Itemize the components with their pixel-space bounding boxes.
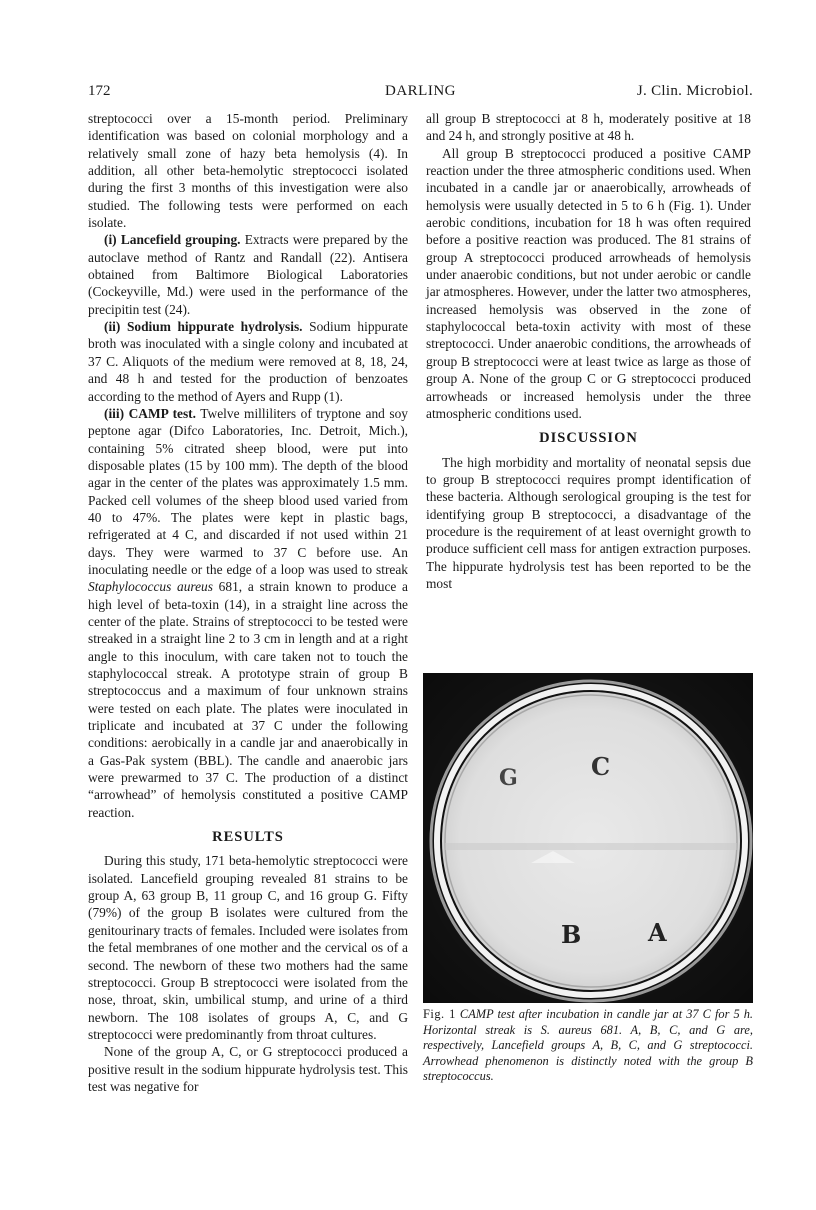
- photo-vignette: [423, 673, 753, 1003]
- label-g: G: [499, 765, 518, 791]
- page-number: 172: [88, 83, 111, 99]
- caption-text: CAMP test after incubation in candle jar at 37 C for 5 h. Horizontal streak is S. aureus 681. A, B, C, and G are, respectively, Lancefield groups A, B, C, and G streptococci. Arrowhead phenomenon is distinctly noted with the group B streptococcus.: [423, 1007, 753, 1084]
- running-author: DARLING: [385, 83, 456, 99]
- hippurate-text: Sodium hippurate broth was inoculated with a single colony and incubated at 37 C. Aliquots of the medium were removed at 8, 18, 24, and 48 h and tested for the production of benzoates according to the method of Ayers and Rupp (1).: [88, 319, 408, 404]
- camp-text-a: Twelve milliliters of tryptone and soy peptone agar (Difco Laboratories, Inc. Detroit, Mich.), containing 5% citrated sheep blood, were put into disposable plates (15 by 100 mm). The depth of the blood agar in the center of the plates was approximately 1.5 mm. Packed cell volumes of the sheep blood used varied from 40 to 47%. The plates were kept in plastic bags, refrigerated at 4 C, and discarded if not used within 21 days. They were warmed to 37 C before use. An inoculating needle or the edge of a loop was used to streak: [88, 405, 408, 577]
- figure-1-photo: [423, 673, 753, 1003]
- results-paragraph-3: All group B streptococci produced a positive CAMP reaction under the three atmospheric conditions used. When incubated in a candle jar or anaerobically, arrowheads of hemolysis were usually detected in 5 to 6 h (Fig. 1). Under aerobic conditions, incubation for 18 h was often required before a positive reaction was produced. The 81 strains of group A streptococci produced arrowheads of hemolysis under anaerobic conditions, but not under aerobic or candle jar atmospheres. However, under the latter two atmospheres, increased hemolysis was observed in the zone of staphylococcal beta-toxin activity with most of these streptococci. Under anaerobic conditions, the arrowheads of group B streptococci were at least twice as large as those of group A. None of the group C or G streptococci produced arrowheads or increased hemolysis under the three atmospheric conditions used.: [426, 145, 751, 421]
- right-column: [426, 110, 751, 592]
- intro-paragraph: streptococci over a 15-month period. Preliminary identification was based on colonial morphology and a relatively small zone of hazy beta hemolysis (4). In addition, all other beta-hemolytic streptococci isolated during the first 3 months of this investigation were also studied. The following tests were performed on each isolate.: [88, 111, 408, 231]
- discussion-paragraph-1: The high morbidity and mortality of neonatal sepsis due to group B streptococci requires prompt identification of these bacteria. Although serological grouping is the test for identifying group B streptococci, a disadvantage of the procedure is the requirement of at least overnight growth to produce sufficient cell mass for antigen extraction purposes. The hippurate hydrolysis test has been reported to be the most: [426, 454, 751, 591]
- hippurate-paragraph: [88, 318, 408, 405]
- label-b: B: [561, 920, 582, 949]
- label-c: C: [591, 752, 611, 781]
- camp-plate-image: [423, 673, 753, 1003]
- lancefield-text: Extracts were prepared by the autoclave method of Rantz and Randall (22). Antisera obtained from Baltimore Biological Laboratories (Cockeyville, Md.) were used in the performance of the precipitin test (24).: [88, 232, 408, 317]
- results-heading: RESULTS: [212, 829, 284, 846]
- figure-1-caption: [423, 1007, 753, 1085]
- label-a: A: [648, 918, 667, 947]
- running-header: [88, 83, 753, 105]
- lancefield-title: (i) Lancefield grouping.: [104, 232, 241, 248]
- results-continuation: all group B streptococci at 8 h, moderately positive at 18 and 24 h, and strongly positive at 48 h.: [426, 111, 751, 144]
- left-column: [88, 110, 408, 1095]
- journal-name: J. Clin. Microbiol.: [636, 83, 753, 99]
- camp-text-b: 681, a strain known to produce a high level of beta-toxin (14), in a straight line across the center of the plate. Strains of streptococci to be tested were streaked in a straight line 2 to 3 cm in length and at a right angle to this inoculum, with care taken not to touch the staphylococcal streak. A prototype strain of group B streptococcus and a maximum of four unknown strains were tested on each plate. The plates were inoculated in triplicate and incubated at 37 C under the following conditions: aerobically in a candle jar and anaerobically in a Gas-Pak system (BBL). The candle and anaerobic jars were prewarmed to 37 C. The production of a distinct “arrowhead” of hemolysis constituted a positive CAMP reaction.: [88, 579, 408, 820]
- results-paragraph-1: During this study, 171 beta-hemolytic streptococci were isolated. Lancefield grouping revealed 81 strains to be group A, 63 group B, 11 group C, and 16 group G. Fifty (79%) of the group B isolates were cultured from the genitourinary tracts of females. Included were isolates from the fetal membranes of one mother and the cervical os of a second. The newborn of these two mothers had the same streptococci. Group B streptococci were isolated from the nose, throat, skin, umbilical stump, and urine of a third newborn. The 108 isolates of groups A, C, and G streptococci were predominantly from throat cultures.: [88, 853, 408, 1042]
- hippurate-title: (ii) Sodium hippurate hydrolysis.: [104, 319, 303, 335]
- camp-paragraph: [88, 405, 408, 821]
- lancefield-paragraph: [88, 231, 408, 318]
- discussion-heading: DISCUSSION: [539, 430, 638, 447]
- camp-title: (iii) CAMP test.: [104, 405, 196, 421]
- results-paragraph-2: None of the group A, C, or G streptococci produced a positive result in the sodium hippurate hydrolysis test. This test was negative for: [88, 1044, 408, 1094]
- camp-organism: Staphylococcus aureus: [88, 579, 213, 595]
- caption-label: Fig. 1: [423, 1007, 456, 1021]
